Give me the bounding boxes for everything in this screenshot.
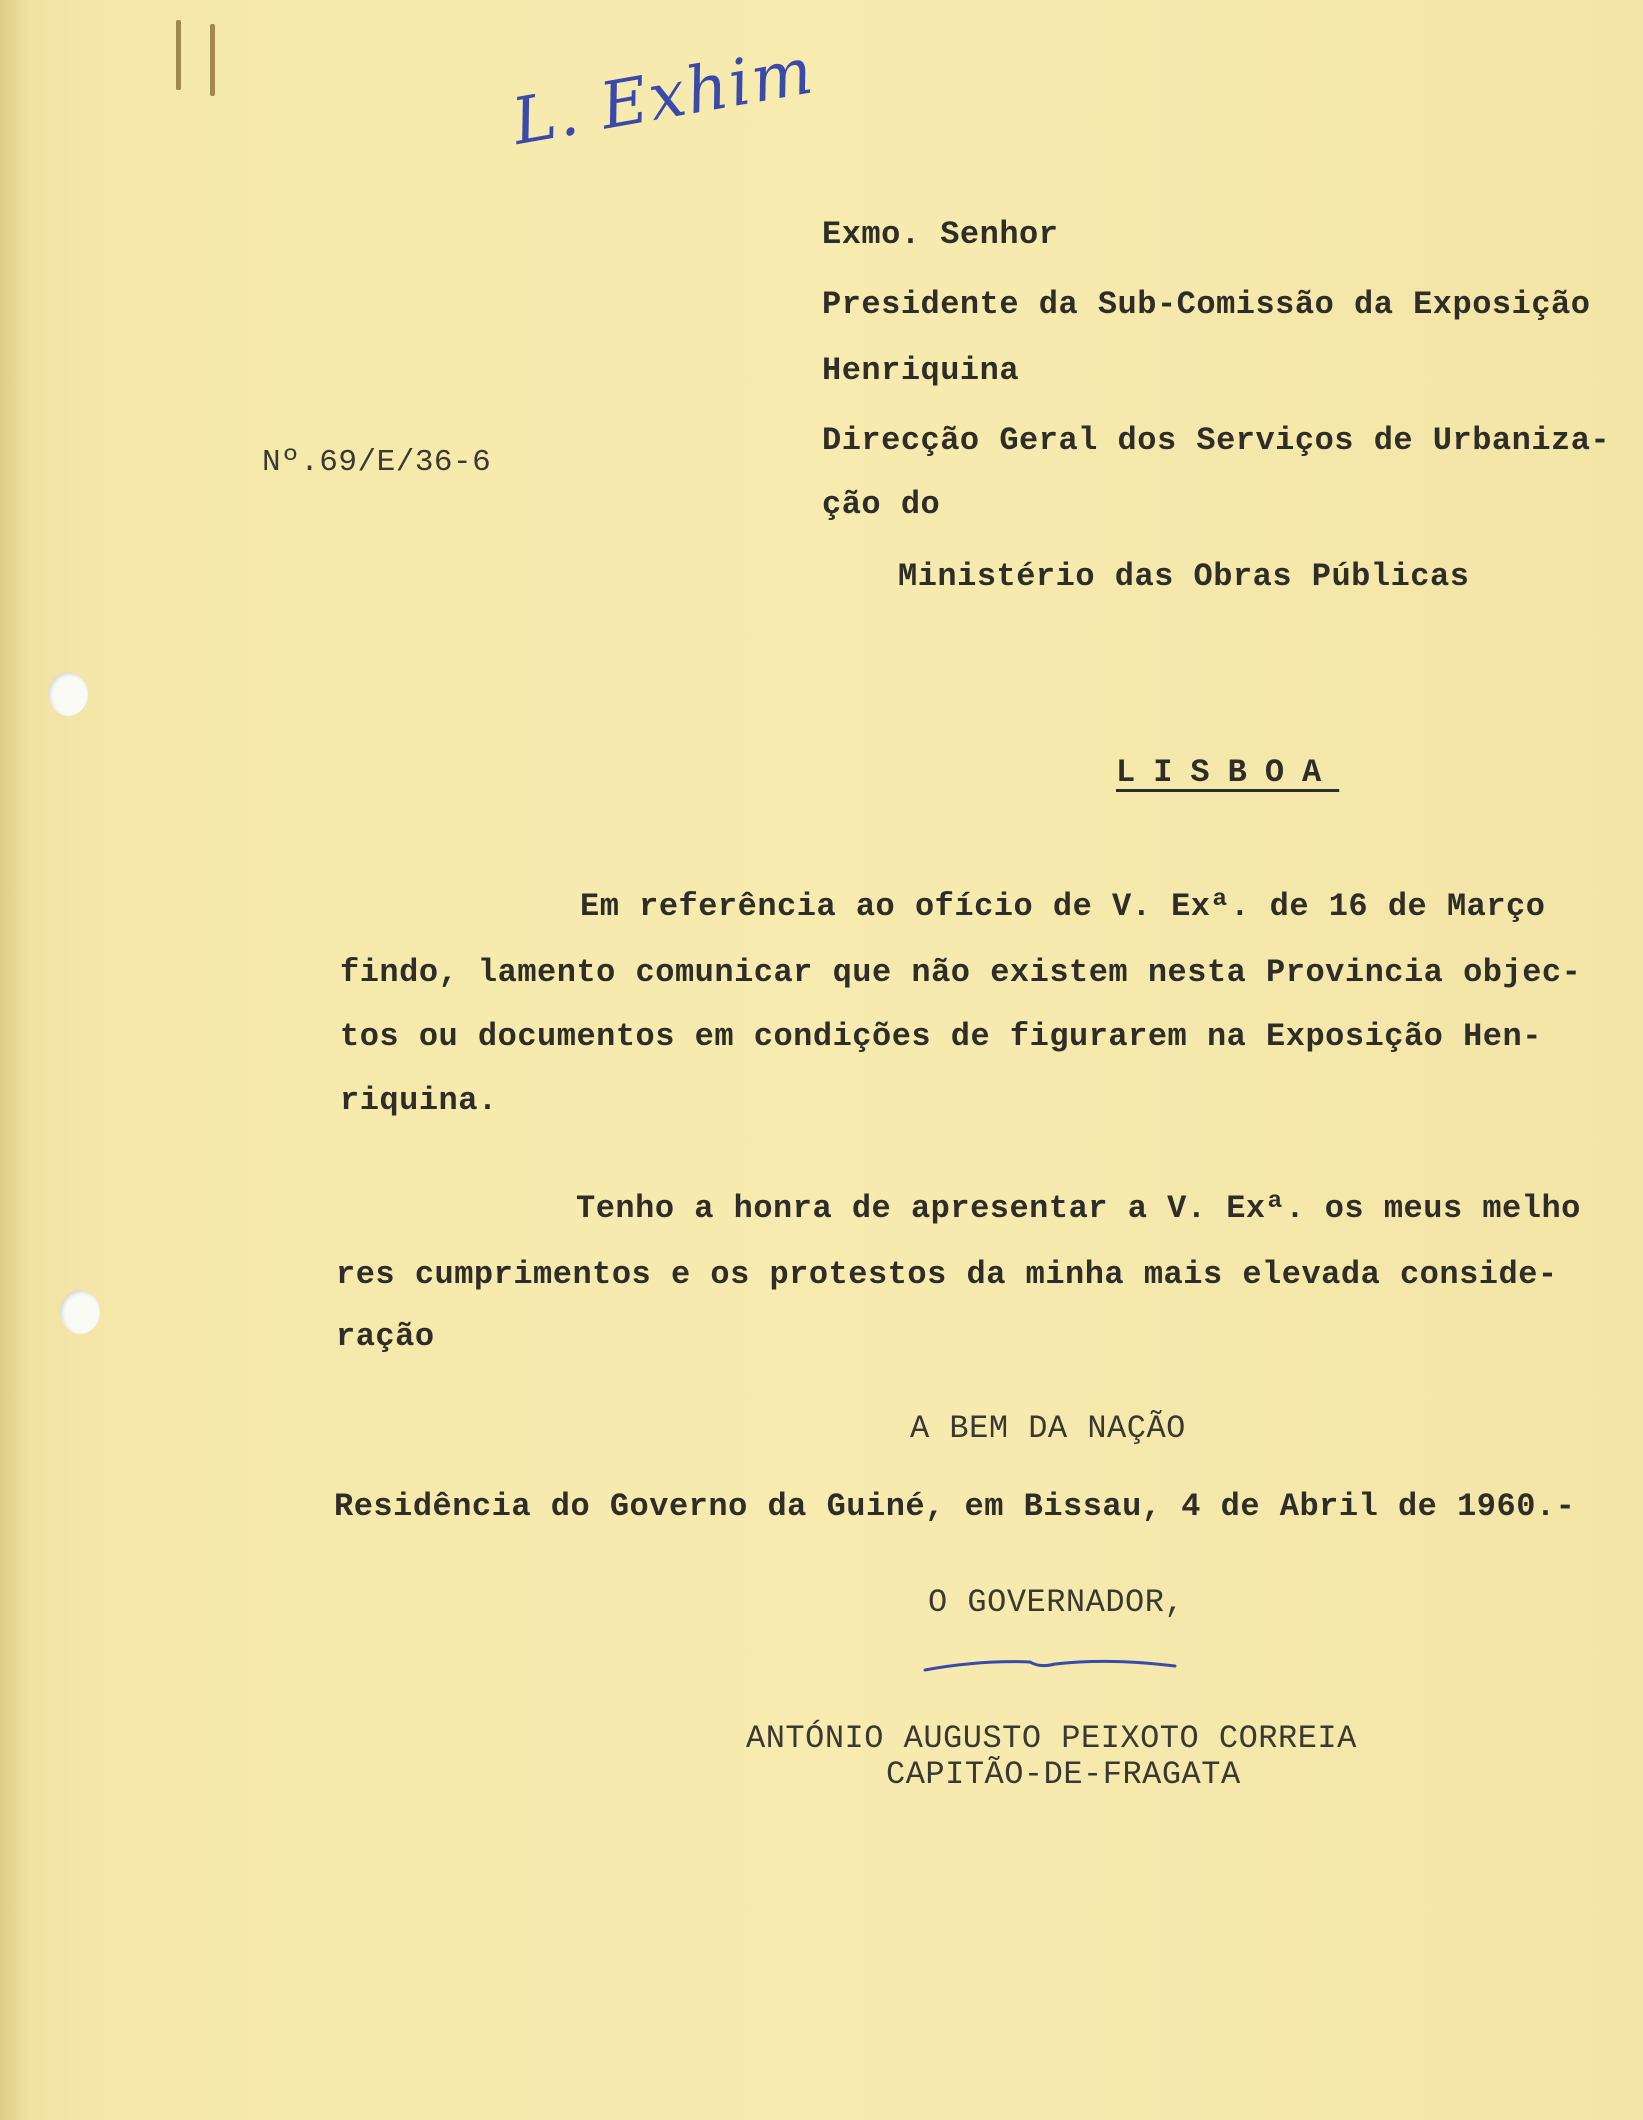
addressee-line: ção do	[822, 486, 941, 523]
signatory-rank: CAPITÃO-DE-FRAGATA	[886, 1756, 1241, 1793]
signature-scribble	[920, 1650, 1180, 1680]
place-date: Residência do Governo da Guiné, em Bissau, 4 de Abril de 1960.-	[334, 1488, 1576, 1525]
closing-motto: A BEM DA NAÇÃO	[910, 1410, 1186, 1447]
handwritten-annotation: L. Exhim	[507, 34, 820, 160]
reference-number: Nº.69/E/36-6	[262, 445, 492, 480]
body-paragraph-line: Tenho a honra de apresentar a V. Exª. os meus melho	[576, 1190, 1581, 1227]
page-edge-shadow	[0, 0, 30, 2120]
body-paragraph-line: res cumprimentos e os protestos da minha mais elevada conside-	[336, 1256, 1558, 1293]
addressee-line: Henriquina	[822, 352, 1020, 389]
staple-mark	[210, 24, 215, 96]
staple-mark	[176, 20, 181, 90]
body-paragraph-line: ração	[336, 1318, 435, 1355]
body-paragraph-line: Em referência ao ofício de V. Exª. de 16 de Março	[580, 888, 1546, 925]
addressee-line: Presidente da Sub-Comissão da Exposição	[822, 286, 1591, 323]
punch-hole	[48, 672, 88, 716]
signatory-name: ANTÓNIO AUGUSTO PEIXOTO CORREIA	[746, 1720, 1357, 1757]
addressee-line: Ministério das Obras Públicas	[898, 558, 1470, 595]
body-paragraph-line: tos ou documentos em condições de figurarem na Exposição Hen-	[340, 1018, 1542, 1055]
signatory-title: O GOVERNADOR,	[928, 1584, 1185, 1621]
addressee-salutation: Exmo. Senhor	[822, 216, 1059, 253]
punch-hole	[60, 1290, 100, 1334]
body-paragraph-line: riquina.	[340, 1082, 498, 1119]
addressee-line: Direcção Geral dos Serviços de Urbaniza-	[822, 422, 1611, 459]
body-paragraph-line: findo, lamento comunicar que não existem nesta Provincia objec-	[340, 954, 1582, 991]
destination-city: LISBOA	[1116, 754, 1340, 791]
